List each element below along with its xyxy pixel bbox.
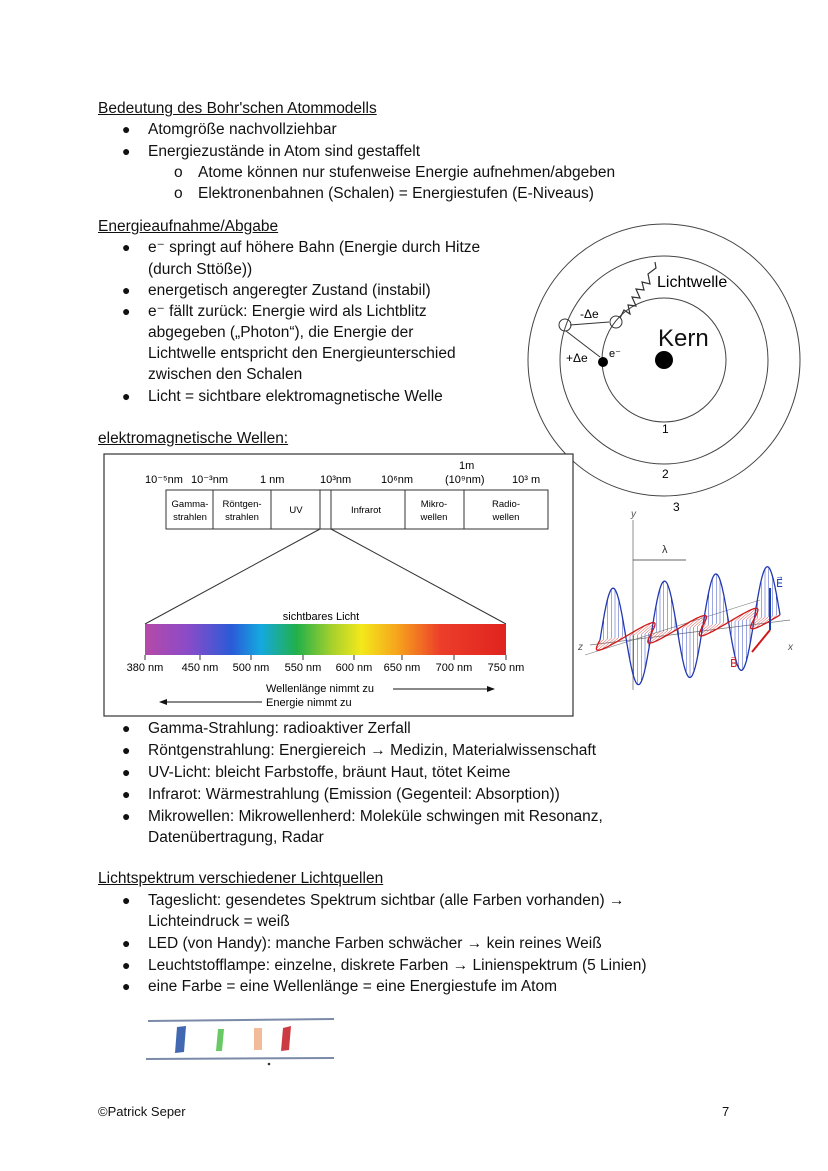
wavelength-tick-label: 380 nm	[126, 662, 164, 674]
plus-delta-e-label: +Δe	[566, 351, 588, 365]
wavelength-tick-label: 500 nm	[232, 662, 270, 674]
e-vector-label: E⃗	[776, 578, 783, 590]
sketch-bottom-line	[146, 1058, 334, 1059]
bullet-dot: ●	[122, 239, 131, 255]
scale-tick-label: 10³ m	[512, 474, 541, 486]
bullet-dot: ●	[122, 282, 131, 298]
bullet-dot: ●	[122, 121, 131, 137]
list-item: e⁻ springt auf höhere Bahn (Energie durch Hitze	[148, 239, 481, 256]
list-item: Röntgenstrahlung: Energiereich → Medizin, Materialwissenschaft	[148, 742, 596, 759]
scale-tick-label: 10⁻³nm	[191, 474, 228, 486]
list-item: Mikrowellen: Mikrowellenherd: Moleküle schwingen mit Resonanz,	[148, 808, 603, 825]
em-spectrum-diagram	[103, 453, 574, 717]
sketch-top-line	[148, 1019, 334, 1021]
shell-2-label: 2	[662, 467, 669, 481]
page-number: 7	[722, 1104, 730, 1119]
heading-energie: Energieaufnahme/Abgabe	[98, 218, 279, 235]
em-wave-diagram	[575, 505, 805, 700]
b-vector-label: B⃗	[730, 658, 738, 670]
list-subitem: Elektronenbahnen (Schalen) = Energiestufen (E-Niveaus)	[198, 185, 594, 202]
list-item: Licht = sichtbare elektromagnetische Welle	[148, 388, 443, 405]
spectral-line-red	[281, 1026, 291, 1051]
spectral-line-orange	[254, 1028, 262, 1050]
list-item-continuation: (durch Sttöße))	[148, 261, 253, 278]
z-axis-label: z	[578, 642, 583, 653]
band-roentgen: Röntgen-	[222, 499, 262, 510]
scale-tick-label: 10⁻⁵nm	[145, 474, 183, 486]
bullet-dot: ●	[122, 978, 131, 994]
list-subitem: Atome können nur stufenweise Energie aufnehmen/abgeben	[198, 164, 616, 181]
band-gamma: strahlen	[173, 512, 207, 523]
band-mikro: Mikro-	[420, 499, 448, 510]
list-item: Gamma-Strahlung: radioaktiver Zerfall	[148, 720, 411, 737]
scale-tick-label: 10³nm	[320, 474, 352, 486]
list-item: Leuchtstofflampe: einzelne, diskrete Farben → Linienspektrum (5 Linien)	[148, 957, 647, 974]
arrow-left-label: Energie nimmt zu	[266, 697, 352, 709]
shell-3-label: 3	[673, 500, 680, 514]
y-axis-label: y	[631, 509, 636, 520]
list-item: Energiezustände in Atom sind gestaffelt	[148, 143, 420, 160]
band-radio: wellen	[492, 512, 520, 523]
bullet-dot: ●	[122, 764, 131, 780]
electric-field-wave	[600, 567, 780, 685]
arrow-right-label: Wellenlänge nimmt zu	[266, 683, 375, 695]
list-item: Infrarot: Wärmestrahlung (Emission (Gegenteil: Absorption))	[148, 786, 560, 803]
wavelength-tick-label: 700 nm	[435, 662, 473, 674]
scale-tick-label: 1 nm	[260, 474, 285, 486]
bullet-dot: ●	[122, 143, 131, 159]
bullet-dot: ●	[122, 720, 131, 736]
list-item-continuation: Lichteindruck = weiß	[148, 913, 290, 930]
scale-tick-label: 10⁶nm	[381, 474, 414, 486]
electron-dot	[598, 357, 608, 367]
line-spectrum-sketch	[144, 1015, 338, 1067]
scale-tick-label: 1m	[459, 460, 475, 472]
band-gamma: Gamma-	[171, 499, 209, 510]
visible-spectrum-bar	[145, 624, 506, 655]
bullet-dot: ●	[122, 935, 131, 951]
band-roentgen: strahlen	[225, 512, 259, 523]
visible-light-label: sichtbares Licht	[282, 611, 360, 623]
list-item: eine Farbe = eine Wellenlänge = eine Energiestufe im Atom	[148, 978, 557, 995]
list-item: UV-Licht: bleicht Farbstoffe, bräunt Haut, tötet Keime	[148, 764, 511, 781]
sub-bullet-circle: o	[174, 164, 183, 181]
band-mikro: wellen	[420, 512, 448, 523]
wavelength-tick-label: 600 nm	[335, 662, 373, 674]
kern-label: Kern	[658, 325, 709, 352]
wavelength-tick-label: 450 nm	[181, 662, 219, 674]
list-item: energetisch angeregter Zustand (instabil)	[148, 282, 431, 299]
bullet-dot: ●	[122, 742, 131, 758]
lichtwelle-label: Lichtwelle	[657, 274, 728, 291]
spectral-line-green	[216, 1029, 224, 1051]
wavelength-tick-label: 550 nm	[284, 662, 322, 674]
list-item-continuation: Lichtwelle entspricht den Energieunterschied	[148, 345, 456, 362]
bullet-dot: ●	[122, 808, 131, 824]
band-radio: Radio-	[492, 499, 520, 510]
bullet-dot: ●	[122, 303, 131, 319]
band-uv: UV	[289, 505, 303, 516]
wavelength-tick-label: 650 nm	[383, 662, 421, 674]
list-item-continuation: abgegeben („Photon“), die Energie der	[148, 324, 414, 341]
wavelength-tick-label: 750 nm	[487, 662, 525, 674]
scale-tick-label: (10⁹nm)	[445, 474, 485, 486]
spectral-line-blue	[175, 1026, 186, 1053]
band-infrarot: Infrarot	[350, 505, 382, 516]
heading-wellen: elektromagnetische Wellen:	[98, 430, 289, 447]
nucleus	[655, 351, 673, 369]
list-item: Tageslicht: gesendetes Spektrum sichtbar (alle Farben vorhanden) →	[148, 892, 625, 909]
bullet-dot: ●	[122, 388, 131, 404]
minus-delta-e-label: -Δe	[580, 307, 599, 321]
b-vector-arrow	[752, 630, 770, 652]
list-item-continuation: zwischen den Schalen	[148, 366, 303, 383]
footer-author: ©Patrick Seper	[98, 1104, 186, 1119]
list-item: Atomgröße nachvollziehbar	[148, 121, 337, 138]
list-item: e⁻ fällt zurück: Energie wird als Lichtblitz	[148, 303, 427, 320]
list-item: LED (von Handy): manche Farben schwächer → kein reines Weiß	[148, 935, 602, 952]
heading-bohr: Bedeutung des Bohr'schen Atommodells	[98, 100, 377, 117]
lambda-label: λ	[662, 544, 668, 556]
sketch-dot	[268, 1063, 271, 1066]
shell-1-label: 1	[662, 422, 669, 436]
lichtwelle-squiggle	[620, 262, 656, 318]
bullet-dot: ●	[122, 957, 131, 973]
bullet-dot: ●	[122, 892, 131, 908]
list-item-continuation: Datenübertragung, Radar	[148, 829, 324, 846]
bullet-dot: ●	[122, 786, 131, 802]
transition-line	[570, 322, 609, 325]
x-axis-label: x	[788, 642, 793, 653]
electron-label: e⁻	[609, 348, 621, 360]
heading-spektrum: Lichtspektrum verschiedener Lichtquellen	[98, 870, 384, 887]
sub-bullet-circle: o	[174, 185, 183, 202]
